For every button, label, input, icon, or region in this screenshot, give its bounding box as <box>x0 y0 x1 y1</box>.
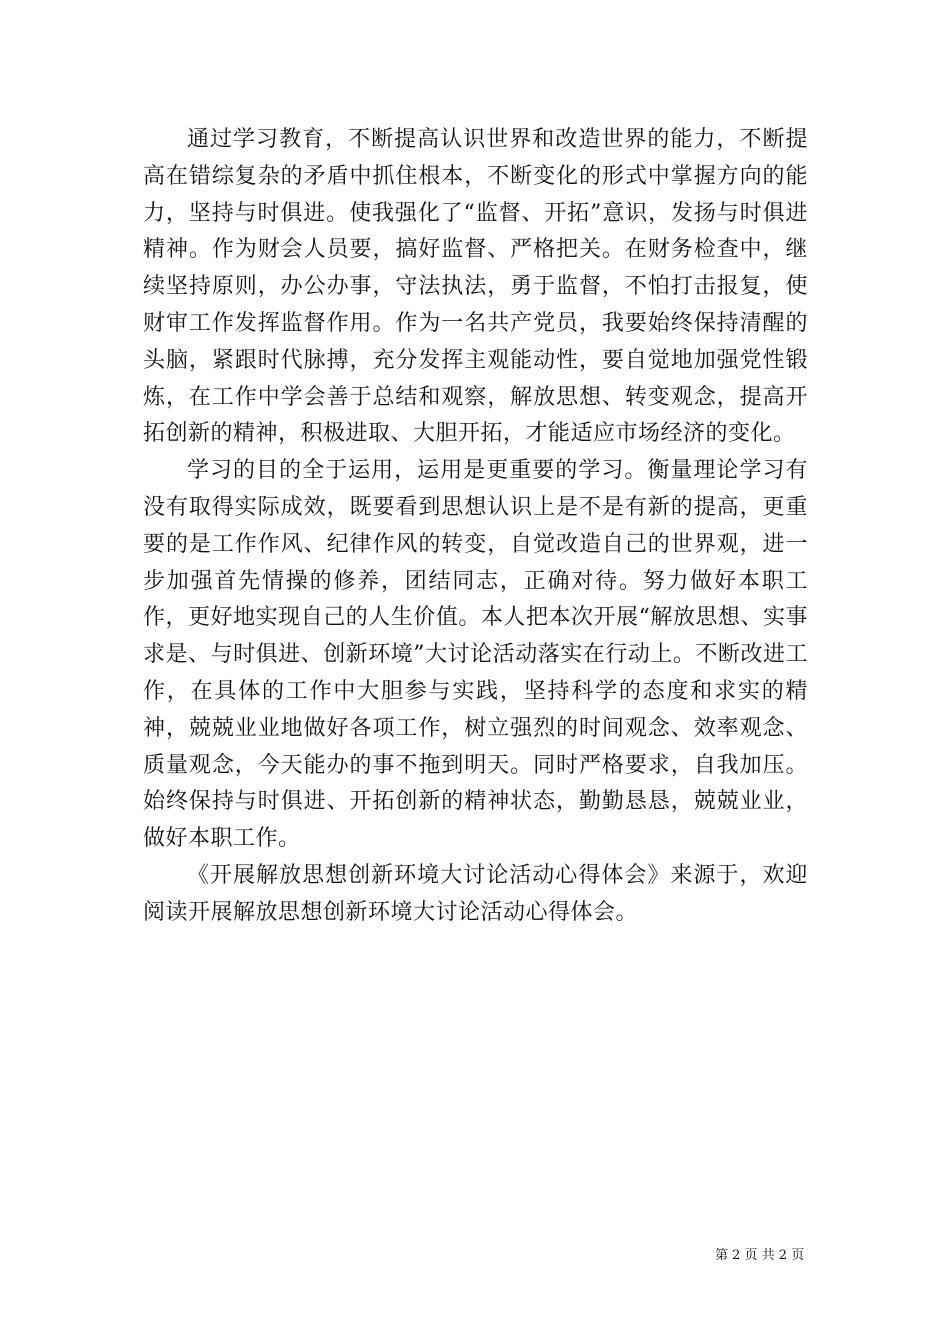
document-body <box>143 122 808 932</box>
page-number-footer: 第 2 页 共 2 页 <box>715 1248 805 1263</box>
paragraph-1: 通过学习教育，不断提高认识世界和改造世界的能力，不断提高在错综复杂的矛盾中抓住根本，不断变化的形式中掌握方向的能力，坚持与时俱进。使我强化了“监督、开拓”意识，发扬与时俱进精神。作为财会人员要，搞好监督、严格把关。在财务检查中，继续坚持原则，办公办事，守法执法，勇于监督，不怕打击报复，使财审工作发挥监督作用。作为一名共产党员，我要始终保持清醒的头脑，紧跟时代脉搏，充分发挥主观能动性，要自觉地加强党性锻炼，在工作中学会善于总结和观察，解放思想、转变观念，提高开拓创新的精神，积极进取、大胆开拓，才能适应市场经济的变化。 <box>143 127 808 447</box>
paragraph-3: 《开展解放思想创新环境大讨论活动心得体会》来源于，欢迎阅读开展解放思想创新环境大讨论活动心得体会。 <box>143 862 808 925</box>
paragraph-2: 学习的目的全于运用，运用是更重要的学习。衡量理论学习有没有取得实际成效，既要看到思想认识上是不是有新的提高，更重要的是工作作风、纪律作风的转变，自觉改造自己的世界观，进一步加强首先情操的修养，团结同志，正确对待。努力做好本职工作，更好地实现自己的人生价值。本人把本次开展“解放思想、实事求是、与时俱进、创新环境”大讨论活动落实在行动上。不断改进工作，在具体的工作中大胆参与实践，坚持科学的态度和求实的精神，兢兢业业地做好各项工作，树立强烈的时间观念、效率观念、质量观念，今天能办的事不拖到明天。同时严格要求，自我加压。始终保持与时俱进、开拓创新的精神状态，勤勤恳恳，兢兢业业，做好本职工作。 <box>143 458 808 852</box>
